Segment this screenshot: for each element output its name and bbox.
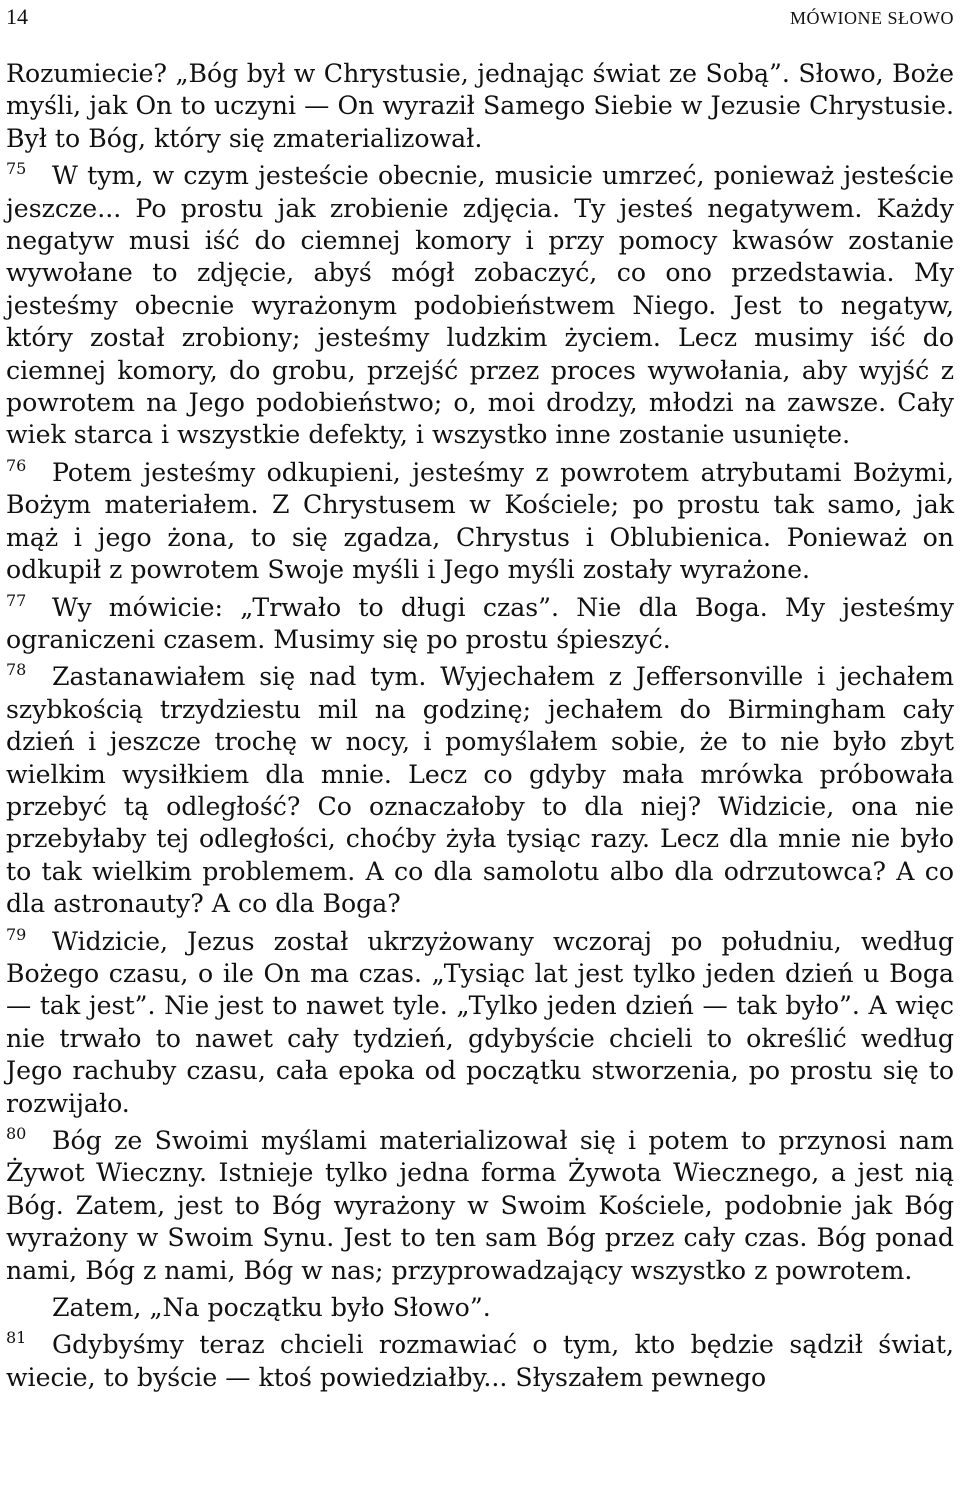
running-title: MÓWIONE SŁOWO (790, 8, 954, 28)
paragraph-text: Wy mówicie: „Trwało to długi czas”. Nie dla Boga. My jesteśmy ograniczeni czasem. Musimy się po prostu śpieszyć. (6, 592, 954, 654)
paragraph-76: 76 Potem jesteśmy odkupieni, jesteśmy z powrotem atrybutami Bożymi, Bożym materiałem. Z Chrystusem w Kościele; po prostu tak samo, jak mąż i jego żona, to się zgadza, Chrystus i Oblubienica. Ponieważ on odkupił z powrotem Swoje myśli i Jego myśli zostały wyrażone. (6, 455, 954, 585)
paragraph-81: 81 Gdybyśmy teraz chcieli rozmawiać o tym, kto będzie sądził świat, wiecie, to byście — ktoś powiedziałby... Słyszałem pewnego (6, 1328, 954, 1392)
page-header (6, 4, 954, 38)
paragraph-text: Gdybyśmy teraz chcieli rozmawiać o tym, kto będzie sądził świat, wiecie, to byście — ktoś powiedziałby... Słyszałem pewnego (6, 1330, 954, 1392)
paragraph-77: 77 Wy mówicie: „Trwało to długi czas”. Nie dla Boga. My jesteśmy ograniczeni czasem. Musimy się po prostu śpieszyć. (6, 590, 954, 654)
paragraph-text: W tym, w czym jesteście obecnie, musicie umrzeć, ponieważ jesteście jeszcze... Po prostu jak zrobienie zdjęcia. Ty jesteś negatywem. Każdy negatyw musi iść do ciemnej komory i przy pomocy kwasów zostanie wywołane to zdjęcie, abyś mógł zobaczyć, co ono przedstawia. My jesteśmy obecnie wyrażonym podobieństwem Niego. Jest to negatyw, który został zrobiony; jesteśmy ludzkim życiem. Lecz musimy iść do ciemnej komory, do grobu, przejść przez proces wywołania, aby wyjść z powrotem na Jego podobieństwo; o, moi drodzy, młodzi na zawsze. Cały wiek starca i wszystkie defekty, i wszystko inne zostanie usunięte. (6, 161, 954, 450)
page-number: 14 (6, 4, 28, 29)
paragraph-text: Potem jesteśmy odkupieni, jesteśmy z powrotem atrybutami Bożymi, Bożym materiałem. Z Chrystusem w Kościele; po prostu tak samo, jak mąż i jego żona, to się zgadza, Chrystus i Oblubienica. Ponieważ on odkupił z powrotem Swoje myśli i Jego myśli zostały wyrażone. (6, 457, 954, 585)
page-body (6, 58, 954, 1394)
paragraph-quote (6, 1292, 954, 1324)
paragraph-text: Zatem, „Na początku było Słowo”. (52, 1293, 491, 1323)
paragraph-continuation (6, 58, 954, 155)
paragraph-75: 75 W tym, w czym jesteście obecnie, musicie umrzeć, ponieważ jesteście jeszcze... Po prostu jak zrobienie zdjęcia. Ty jesteś negatywem. Każdy negatyw musi iść do ciemnej komory i przy pomocy kwasów zostanie wywołane to zdjęcie, abyś mógł zobaczyć, co ono przedstawia. My jesteśmy obecnie wyrażonym podobieństwem Niego. Jest to negatyw, który został zrobiony; jesteśmy ludzkim życiem. Lecz musimy iść do ciemnej komory, do grobu, przejść przez proces wywołania, aby wyjść z powrotem na Jego podobieństwo; o, moi drodzy, młodzi na zawsze. Cały wiek starca i wszystkie defekty, i wszystko inne zostanie usunięte. (6, 159, 954, 450)
paragraph-text: Bóg ze Swoimi myślami materializował się i potem to przynosi nam Żywot Wieczny. Istnieje tylko jedna forma Żywota Wiecznego, a jest nią Bóg. Zatem, jest to Bóg wyrażony w Swoim Kościele, podobnie jak Bóg wyrażony w Swoim Synu. Jest to ten sam Bóg przez cały czas. Bóg ponad nami, Bóg z nami, Bóg w nas; przyprowadzający wszystko z powrotem. (6, 1126, 954, 1285)
paragraph-80: 80 Bóg ze Swoimi myślami materializował się i potem to przynosi nam Żywot Wieczny. Istnieje tylko jedna forma Żywota Wiecznego, a jest nią Bóg. Zatem, jest to Bóg wyrażony w Swoim Kościele, podobnie jak Bóg wyrażony w Swoim Synu. Jest to ten sam Bóg przez cały czas. Bóg ponad nami, Bóg z nami, Bóg w nas; przyprowadzający wszystko z powrotem. (6, 1124, 954, 1285)
paragraph-text: Rozumiecie? „Bóg był w Chrystusie, jednając świat ze Sobą”. Słowo, Boże myśli, jak On to uczyni — On wyraził Samego Siebie w Jezusie Chrystusie. Był to Bóg, który się zmaterializował. (6, 59, 954, 153)
paragraph-79: 79 Widzicie, Jezus został ukrzyżowany wczoraj po południu, według Bożego czasu, o ile On ma czas. „Tysiąc lat jest tylko jeden dzień u Boga — tak jest”. Nie jest to nawet tyle. „Tylko jeden dzień — tak było”. A więc nie trwało to nawet cały tydzień, gdybyście chcieli to określić według Jego rachuby czasu, cała epoka od początku stworzenia, po prostu się to rozwijało. (6, 924, 954, 1118)
paragraph-78: 78 Zastanawiałem się nad tym. Wyjechałem z Jeffersonville i jechałem szybkością trzydziestu mil na godzinę; jechałem do Birmingham cały dzień i jeszcze trochę w nocy, i pomyślałem sobie, że to nie było zbyt wielkim wysiłkiem dla mnie. Lecz co gdyby mała mrówka próbowała przebyć tą odległość? Co oznaczałoby to dla niej? Widzicie, ona nie przebyłaby tej odległości, choćby żyła tysiąc razy. Lecz dla mnie nie było to tak wielkim problemem. A co dla samolotu albo dla odrzutowca? A co dla astronauty? A co dla Boga? (6, 660, 954, 919)
paragraph-text: Widzicie, Jezus został ukrzyżowany wczoraj po południu, według Bożego czasu, o ile On ma czas. „Tysiąc lat jest tylko jeden dzień u Boga — tak jest”. Nie jest to nawet tyle. „Tylko jeden dzień — tak było”. A więc nie trwało to nawet cały tydzień, gdybyście chcieli to określić według Jego rachuby czasu, cała epoka od początku stworzenia, po prostu się to rozwijało. (6, 926, 954, 1118)
paragraph-text: Zastanawiałem się nad tym. Wyjechałem z Jeffersonville i jechałem szybkością trzydziestu mil na godzinę; jechałem do Birmingham cały dzień i jeszcze trochę w nocy, i pomyślałem sobie, że to nie było zbyt wielkim wysiłkiem dla mnie. Lecz co gdyby mała mrówka próbowała przebyć tą odległość? Co oznaczałoby to dla niej? Widzicie, ona nie przebyłaby tej odległości, choćby żyła tysiąc razy. Lecz dla mnie nie było to tak wielkim problemem. A co dla samolotu albo dla odrzutowca? A co dla astronauty? A co dla Boga? (6, 662, 954, 919)
